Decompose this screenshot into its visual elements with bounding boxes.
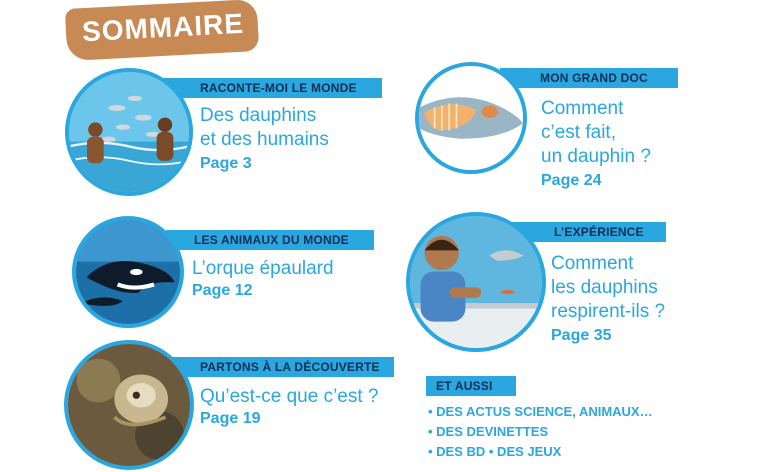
headline-line: respirent-ils ? xyxy=(551,301,666,322)
headline-comment-cest-fait[interactable] xyxy=(541,97,651,169)
category-label: RACONTE-MOI LE MONDE xyxy=(200,81,357,95)
page-number: Page 3 xyxy=(200,155,252,172)
category-bar-grand-doc xyxy=(500,68,678,88)
aussi-item[interactable]: • DES ACTUS SCIENCE, ANIMAUX… xyxy=(428,404,653,419)
headline-quest-ce-que[interactable] xyxy=(200,385,378,409)
page-number: Page 35 xyxy=(551,327,612,344)
category-label: LES ANIMAUX DU MONDE xyxy=(194,233,349,247)
image-orcas[interactable] xyxy=(72,216,184,328)
page-number: Page 19 xyxy=(200,410,261,427)
image-sea-creature[interactable] xyxy=(64,340,194,470)
aussi-label: ET AUSSI xyxy=(436,379,493,393)
category-label: PARTONS À LA DÉCOUVERTE xyxy=(200,360,380,374)
headline-respirent[interactable] xyxy=(551,252,665,324)
page-number: Page 24 xyxy=(541,172,602,189)
image-dolphin-anatomy[interactable] xyxy=(415,62,527,174)
headline-line: Qu’est-ce que c’est ? xyxy=(200,386,379,407)
aussi-item[interactable]: • DES DEVINETTES xyxy=(428,424,549,439)
headline-line: Des dauphins xyxy=(200,105,317,126)
headline-line: c’est fait, xyxy=(541,122,616,143)
headline-line: Comment xyxy=(541,98,624,119)
page-title: SOMMAIRE xyxy=(81,7,245,48)
category-bar-aussi xyxy=(426,376,516,396)
headline-line: Comment xyxy=(551,253,634,274)
page-number: Page 12 xyxy=(192,282,253,299)
headline-line: L’orque épaulard xyxy=(192,258,334,279)
headline-des-dauphins[interactable] xyxy=(200,104,329,152)
category-bar-raconte xyxy=(162,78,382,98)
headline-line: un dauphin ? xyxy=(541,146,651,167)
category-label: L’EXPÉRIENCE xyxy=(554,225,644,239)
headline-orque[interactable] xyxy=(192,257,334,281)
category-bar-partons xyxy=(172,357,394,377)
headline-line: et des humains xyxy=(200,129,329,150)
category-bar-animaux xyxy=(166,230,374,250)
headline-line: les dauphins xyxy=(551,277,658,298)
category-label: MON GRAND DOC xyxy=(540,71,648,85)
image-child-aquarium[interactable] xyxy=(406,212,546,352)
image-fishermen-dolphins[interactable] xyxy=(65,68,193,196)
aussi-item[interactable]: • DES BD • DES JEUX xyxy=(428,444,562,459)
